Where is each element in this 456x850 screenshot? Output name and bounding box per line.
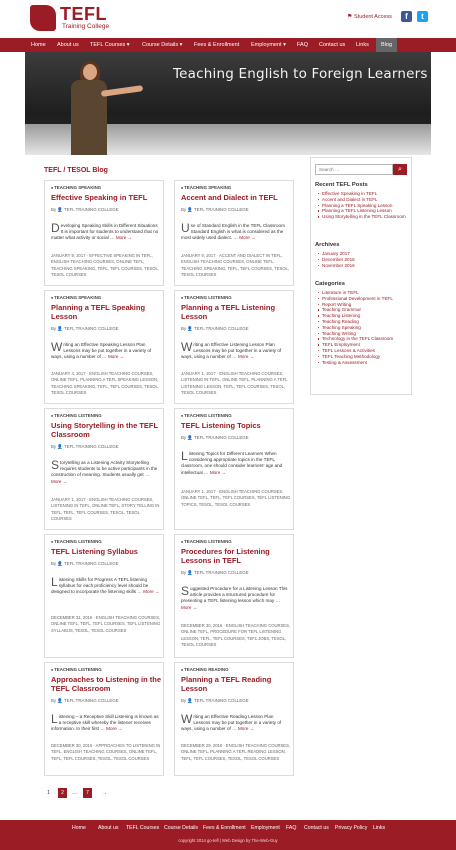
post-category[interactable]: ■ TEACHING LISTENING (181, 413, 232, 418)
nav-employment[interactable]: Employment ▾ (251, 42, 286, 48)
footer-contact[interactable]: Contact us (304, 825, 329, 831)
post-excerpt-text: riting an Effective Listening Lesson Plan Lessons may be put together in a variety of ways, using a number of … (181, 342, 282, 360)
page-1[interactable]: 1 (47, 790, 50, 796)
post-meta: JANUARY 9, 2017 · EFFECTIVE SPEAKING IN TEFL, ENGLISH TEACHING COURSES, ONLINE TEFL, TEACHING SPEAKING, TEFL, TEFL COURSES, TESOL, TESOL COURSES (51, 253, 160, 278)
footer-home[interactable]: Home (72, 825, 86, 831)
footer-course-details[interactable]: Course Details (164, 825, 199, 831)
post-title[interactable]: Using Storytelling in the TEFL Classroom (51, 421, 158, 439)
hero-banner (25, 52, 431, 155)
more-link[interactable]: More → (106, 726, 123, 732)
more-link[interactable]: More → (115, 235, 133, 241)
post-dropcap: L (181, 449, 188, 463)
nav-blog[interactable]: Blog (376, 38, 397, 52)
recent-posts-list (318, 191, 410, 220)
footer-fees[interactable]: Fees & Enrollment (203, 825, 246, 831)
archive-link[interactable]: December 2016 (318, 257, 410, 263)
post-title[interactable]: Effective Speaking in TEFL (51, 193, 148, 202)
post-excerpt-text: riting an Effective Speaking Lesson Plan Lessons may be put together in a variety of ways, using a number of … (51, 342, 152, 360)
more-link[interactable]: More → (237, 354, 255, 360)
post-title[interactable]: Planning a TEFL Reading Lesson (181, 675, 272, 693)
post-author[interactable]: By 👤 TEFL TRAINING COLLEGE (181, 207, 249, 213)
post-author[interactable]: By 👤 TEFL TRAINING COLLEGE (51, 207, 119, 213)
category-link[interactable]: Technology in the TEFL Classroom (318, 336, 410, 342)
user-icon: ⚑ (347, 14, 353, 20)
facebook-icon[interactable]: f (401, 11, 412, 22)
post-category[interactable]: ■ TEACHING LISTENING (51, 539, 102, 544)
categories-list (318, 290, 410, 365)
post-dropcap: L (51, 575, 58, 589)
post-meta: JANUARY 9, 2017 · ACCENT AND DIALECT IN TEFL, ENGLISH TEACHING COURSES, ONLINE TEFL, TEACHING SPEAKING, TEFL, TEFL COURSES, TESOL, TESOL COURSES (181, 253, 290, 278)
post-card (174, 408, 294, 530)
more-link[interactable]: More → (51, 478, 68, 484)
post-meta: JANUARY 4, 2017 · ENGLISH TEACHING COURSES, ONLINE TEFL, PLANNING A TEFL SPEAKING LESSON, TEACHING SPEAKING, TEFL, TEFL COURSES, TESOL, TESOL COURSES (51, 371, 160, 396)
post-excerpt (51, 577, 161, 596)
post-meta: DECEMBER 29, 2016 · ENGLISH TEACHING COURSES, ONLINE TEFL, PLANNING A TEFL READING LESSON, TEFL, TEFL COURSES, TESOL, TESOL COURSES (181, 743, 291, 761)
post-dropcap: S (181, 584, 190, 598)
post-category[interactable]: ■ TEACHING SPEAKING (51, 185, 101, 190)
page-7[interactable]: 7 (83, 788, 92, 798)
category-link[interactable]: TEFL Teaching Methodology (318, 354, 410, 360)
search-icon: ⌕ (398, 166, 402, 173)
post-excerpt-text: istening Skills for Progress A TEFL listening syllabus for each proficiency level should be designed to incorporate the listening skills … (51, 577, 149, 595)
post-meta: DECEMBER 31, 2016 · ENGLISH TEACHING COURSES, ONLINE TEFL, TEFL, TEFL COURSES, TEFL LISTENING SYLLABUS, TESOL, TESOL COURSES (51, 615, 161, 633)
more-link[interactable]: More → (209, 469, 227, 475)
page-title: TEFL / TESOL Blog (44, 167, 108, 174)
post-excerpt (181, 223, 291, 242)
category-link[interactable]: Testing & Assessment (318, 360, 410, 366)
post-title[interactable]: Approaches to Listening in the TEFL Classroom (51, 675, 162, 693)
post-excerpt (181, 451, 291, 476)
logo-name: TEFL (60, 4, 107, 24)
post-author[interactable]: By 👤 TEFL TRAINING COLLEGE (51, 561, 119, 567)
post-excerpt (181, 342, 291, 361)
categories-heading: Categories (315, 281, 345, 287)
nav-tefl-courses[interactable]: TEFL Courses ▾ (90, 42, 130, 48)
student-access-label: Student Access (354, 14, 392, 20)
category-link[interactable]: Literature in TEFL (318, 290, 410, 296)
post-excerpt (51, 714, 161, 733)
archives-list (318, 251, 410, 268)
copyright: copyright 2014 go-tefl | Web Design by The-Web-Guy (178, 838, 278, 843)
category-link[interactable]: TEFL Employment (318, 342, 410, 348)
post-excerpt-text: riting an Effective Reading Lesson Plan Lessons may be put together in a variety of ways, using a number of … (181, 714, 282, 732)
post-category[interactable]: ■ TEACHING LISTENING (181, 539, 232, 544)
post-title[interactable]: TEFL Listening Topics (181, 421, 261, 430)
post-dropcap: W (181, 340, 193, 354)
footer-faq[interactable]: FAQ (286, 825, 297, 831)
post-category[interactable]: ■ TEACHING LISTENING (51, 413, 102, 418)
recent-posts-heading: Recent TEFL Posts (315, 182, 368, 188)
post-author[interactable]: By 👤 TEFL TRAINING COLLEGE (51, 698, 119, 704)
recent-post-link[interactable]: Planning a TEFL Speaking Lesson (318, 203, 410, 209)
post-meta: DECEMBER 30, 2016 · ENGLISH TEACHING COURSES, ONLINE TEFL, PROCEDURE FOR TEFL LISTENING LESSON, TEFL, TEFL COURSES, TEFL JOBS, TESOL, TESOL COURSES (181, 623, 291, 648)
footer-tefl-courses[interactable]: TEFL Courses (126, 825, 160, 831)
site-footer (0, 820, 456, 850)
recent-post-link[interactable]: Effective Speaking in TEFL (318, 191, 410, 197)
next-page-arrow-icon[interactable]: → (102, 790, 107, 796)
post-card (174, 290, 294, 404)
lion-icon (30, 5, 56, 31)
recent-post-link[interactable]: Using Storytelling in the TEFL Classroom (318, 214, 410, 220)
post-author[interactable]: By 👤 TEFL TRAINING COLLEGE (51, 326, 119, 332)
more-link[interactable]: More → (239, 235, 256, 241)
footer-links[interactable]: Links (373, 825, 386, 831)
post-title[interactable]: Planning a TEFL Listening Lesson (181, 303, 276, 321)
category-link[interactable]: Teaching Writing (318, 331, 410, 337)
post-card (44, 408, 164, 530)
post-author[interactable]: By 👤 TEFL TRAINING COLLEGE (51, 444, 119, 450)
post-meta: DECEMBER 30, 2016 · APPROACHES TO LISTENING IN TEFL, ENGLISH TEACHING COURSES, ONLINE TEFL, TEFL, TEFL COURSES, TESOL, TESOL COURSES (51, 743, 161, 761)
post-card (174, 180, 294, 286)
post-excerpt-text: torytelling as a Listening Activity Storytelling requires students to be active participants in the construction of meaning. Students usually get … (51, 460, 158, 478)
post-author[interactable]: By 👤 TEFL TRAINING COLLEGE (181, 698, 249, 704)
category-link[interactable]: Teaching Reading (318, 319, 410, 325)
nav-home[interactable]: Home (31, 42, 46, 48)
recent-post-link[interactable]: Accent and Dialect in TEFL (318, 197, 410, 203)
page-2[interactable]: 2 (58, 788, 67, 798)
post-excerpt-text: uggested Procedure for a Listening Lesson This article provides a structured procedure for presenting a TEFL listening lesson which may … (181, 586, 288, 604)
category-link[interactable]: Teaching Speaking (318, 325, 410, 331)
category-link[interactable]: Teaching Grammar (318, 307, 410, 313)
footer-about[interactable]: About us (98, 825, 119, 831)
twitter-icon[interactable]: t (417, 11, 428, 22)
post-card (44, 290, 164, 404)
nav-fees[interactable]: Fees & Enrollment (194, 42, 240, 48)
site-logo[interactable] (30, 5, 120, 35)
post-author[interactable]: By 👤 TEFL TRAINING COLLEGE (181, 570, 249, 576)
post-author[interactable]: By 👤 TEFL TRAINING COLLEGE (181, 326, 249, 332)
post-excerpt (51, 460, 161, 485)
post-dropcap: S (51, 458, 60, 472)
post-category[interactable]: ■ TEACHING SPEAKING (51, 295, 101, 300)
post-category[interactable]: ■ TEACHING LISTENING (51, 667, 102, 672)
post-excerpt-text: eveloping Speaking Skills in Different Situations It is important for students to understand that no matter what activity or social … (51, 223, 159, 241)
post-card (174, 662, 294, 776)
main-nav (0, 38, 456, 52)
more-link[interactable]: More → (181, 604, 198, 610)
post-dropcap: L (51, 712, 58, 726)
post-category[interactable]: ■ TEACHING SPEAKING (181, 185, 231, 190)
post-dropcap: U (181, 221, 190, 235)
post-meta: JANUARY 1, 2017 · ENGLISH TEACHING COURSES, ONLINE TEFL, TEFL, TEFL COURSES, TEFL LISTENING TOPICS, TESOL, TESOL COURSES (181, 489, 291, 507)
post-meta: JANUARY 1, 2017 · ENGLISH TEACHING COURSES, LISTENING IN TEFL, ONLINE TEFL, STORY TELLING IN TEFL, TEFL, TEFL COURSES, TESOL, TESOL COURSES (51, 497, 160, 522)
page-ellipsis: … (72, 790, 77, 796)
post-excerpt (51, 342, 161, 361)
post-excerpt-text: se of Standard English in the TEFL Classroom Standard English is what is considered as the most widely used dialect. … (181, 223, 285, 241)
nav-about[interactable]: About us (57, 42, 79, 48)
sidebar (310, 157, 412, 395)
post-excerpt (51, 223, 161, 242)
archive-link[interactable]: January 2017 (318, 251, 410, 257)
more-link[interactable]: More → (107, 354, 125, 360)
post-card (44, 534, 164, 658)
post-card (44, 662, 164, 776)
post-excerpt-text: istening Topics for Different Learners When considering appropriate topics in the TEFL classroom, one should consider learners' age and intellectual … (181, 451, 283, 475)
banner-text: Teaching English to Foreign Learners (173, 66, 428, 82)
search-input[interactable]: Search … (315, 164, 393, 175)
search-button[interactable] (393, 164, 407, 175)
post-category[interactable]: ■ TEACHING LISTENING (181, 295, 232, 300)
post-card (174, 534, 294, 658)
nav-faq[interactable]: FAQ (297, 42, 309, 48)
more-link[interactable]: More → (237, 726, 255, 732)
category-link[interactable]: Report Writing (318, 302, 410, 308)
post-excerpt-text: istening – a Receptive Skill Listening is known as a receptive skill whereby the listener receives information. In their first … (51, 714, 159, 732)
post-dropcap: D (51, 221, 60, 235)
post-title[interactable]: TEFL Listening Syllabus (51, 547, 138, 556)
category-link[interactable]: Teaching Listening (318, 313, 410, 319)
category-link[interactable]: Professional Development in TEFL (318, 296, 410, 302)
post-category[interactable]: ■ TEACHING READING (181, 667, 229, 672)
teacher-arm (101, 85, 143, 97)
nav-course-details[interactable]: Course Details ▾ (142, 42, 183, 48)
more-link[interactable]: More → (143, 589, 160, 595)
post-card (44, 180, 164, 286)
footer-employment[interactable]: Employment (251, 825, 280, 831)
site-header (0, 0, 456, 38)
teacher-head (83, 64, 97, 80)
logo-subtitle: Training College (62, 23, 110, 30)
nav-contact[interactable]: Contact us (319, 42, 346, 48)
student-access-link[interactable] (347, 14, 392, 20)
category-link[interactable]: TEFL Lessons & Activities (318, 348, 410, 354)
nav-links[interactable]: Links (356, 42, 369, 48)
footer-privacy[interactable]: Privacy Policy (335, 825, 368, 831)
post-title[interactable]: Planning a TEFL Speaking Lesson (51, 303, 146, 321)
post-excerpt (181, 586, 291, 611)
post-dropcap: W (51, 340, 63, 354)
post-meta: JANUARY 1, 2017 · ENGLISH TEACHING COURSES, LISTENING IN TEFL, ONLINE TEFL, PLANNING A TEFL LISTENING LESSON, TEFL, TEFL COURSES, TESOL, TESOL COURSES (181, 371, 288, 396)
archive-link[interactable]: November 2016 (318, 263, 410, 269)
archives-heading: Archives (315, 242, 340, 248)
post-dropcap: W (181, 712, 193, 726)
recent-post-link[interactable]: Planning a TEFL Listening Lesson (318, 208, 410, 214)
post-title[interactable]: Accent and Dialect in TEFL (181, 193, 278, 202)
post-title[interactable]: Procedures for Listening Lessons in TEFL (181, 547, 270, 565)
post-excerpt (181, 714, 291, 733)
post-author[interactable]: By 👤 TEFL TRAINING COLLEGE (181, 435, 249, 441)
